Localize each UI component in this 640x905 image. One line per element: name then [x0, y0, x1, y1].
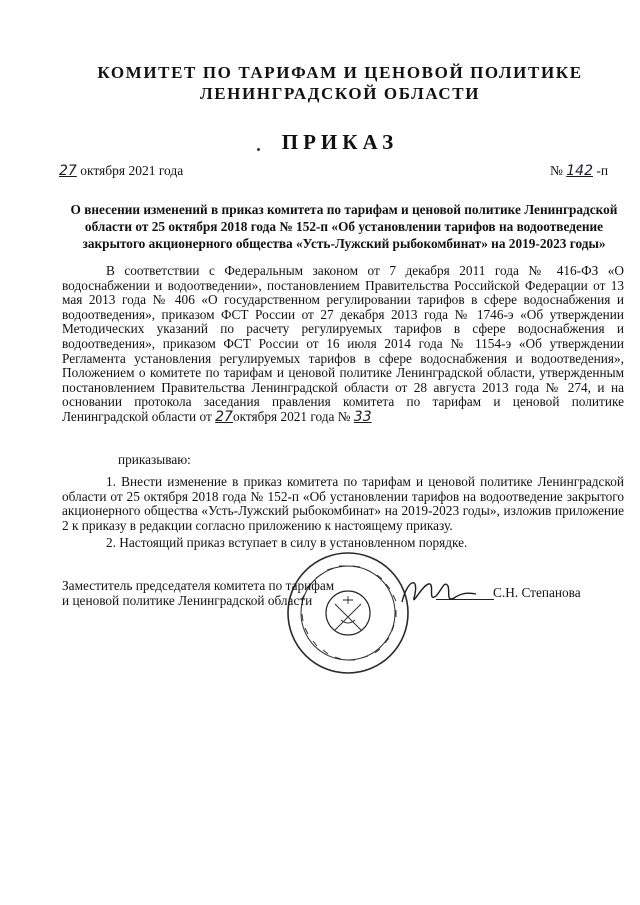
date-day-handwritten: 27: [59, 163, 77, 179]
number-handwritten: 142: [566, 163, 593, 179]
number-suffix: -п: [593, 163, 609, 178]
signatory-position-line1: Заместитель председателя комитета по тарифам: [62, 578, 335, 593]
document-subject: О внесении изменений в приказ комитета по тарифам и ценовой политике Ленинградской области от 25 октября 2018 года № 152-п «Об установлении тарифов на водоотведение закрытого акционерного общества «Усть-Лужский рыбокомбинат» на 2019-2023 годы»: [70, 202, 618, 251]
signatory-position: [62, 578, 334, 608]
signature-line: [436, 599, 494, 600]
signatory-name: С.Н. Степанова: [493, 585, 581, 600]
protocol-day-handwritten: 27: [215, 408, 233, 425]
preamble: [62, 264, 624, 425]
preamble-text: В соответствии с Федеральным законом от 7 декабря 2011 года № 416-ФЗ «О водоснабжении и водоотведении», постановлением Правительства Российской Федерации от 13 мая 2013 года № 406 «О государственном регулировании тарифов в сфере водоснабжения и водоотведения», приказом ФСТ России от 27 декабря 2013 года № 1746-э «Об утверждении Методических указаний по расчету регулируемых тарифов в сфере водоснабжения и водоотведения», приказом ФСТ России от 16 июля 2014 года № 1154-э «Об утверждении Регламента установления регулируемых тарифов в сфере водоснабжения и водоотведения», Положением о комитете по тарифам и ценовой политике Ленинградской области, утвержденным постановлением Правительства Ленинградской области от 28 августа 2013 года № 274, и на основании протокола заседания правления комитета по тарифам и ценовой политике Ленинградской области от: [62, 263, 624, 424]
document-date: [59, 163, 183, 179]
protocol-number-handwritten: 33: [353, 408, 372, 425]
handwritten-signature: [398, 572, 478, 612]
organization-name-line2: ЛЕНИНГРАДСКОЙ ОБЛАСТИ: [199, 84, 481, 103]
order-item-2: 2. Настоящий приказ вступает в силу в установленном порядке.: [106, 535, 468, 551]
official-seal-stamp: [283, 548, 413, 678]
number-prefix: №: [550, 163, 567, 178]
organization-name-line1: КОМИТЕТ ПО ТАРИФАМ И ЦЕНОВОЙ ПОЛИТИКЕ: [97, 63, 583, 82]
order-items: [62, 475, 624, 551]
order-word: приказываю:: [118, 452, 191, 467]
document-number: [550, 163, 608, 179]
order-item-1: 1. Внести изменение в приказ комитета по тарифам и ценовой политике Ленинградской области от 25 октября 2018 года № 152-п «Об установлении тарифов на водоотведение закрытого акционерного общества «Усть-Лужский рыбокомбинат» на 2019-2023 годы», изложив приложение 2 к приказу в редакции согласно приложению к настоящему приказу.: [62, 474, 624, 533]
protocol-mid: октября 2021 года №: [232, 408, 354, 424]
signatory-position-line2: и ценовой политике Ленинградской области: [62, 593, 313, 608]
date-rest: октября 2021 года: [76, 163, 184, 178]
document-title: ПРИКАЗ: [281, 130, 399, 154]
